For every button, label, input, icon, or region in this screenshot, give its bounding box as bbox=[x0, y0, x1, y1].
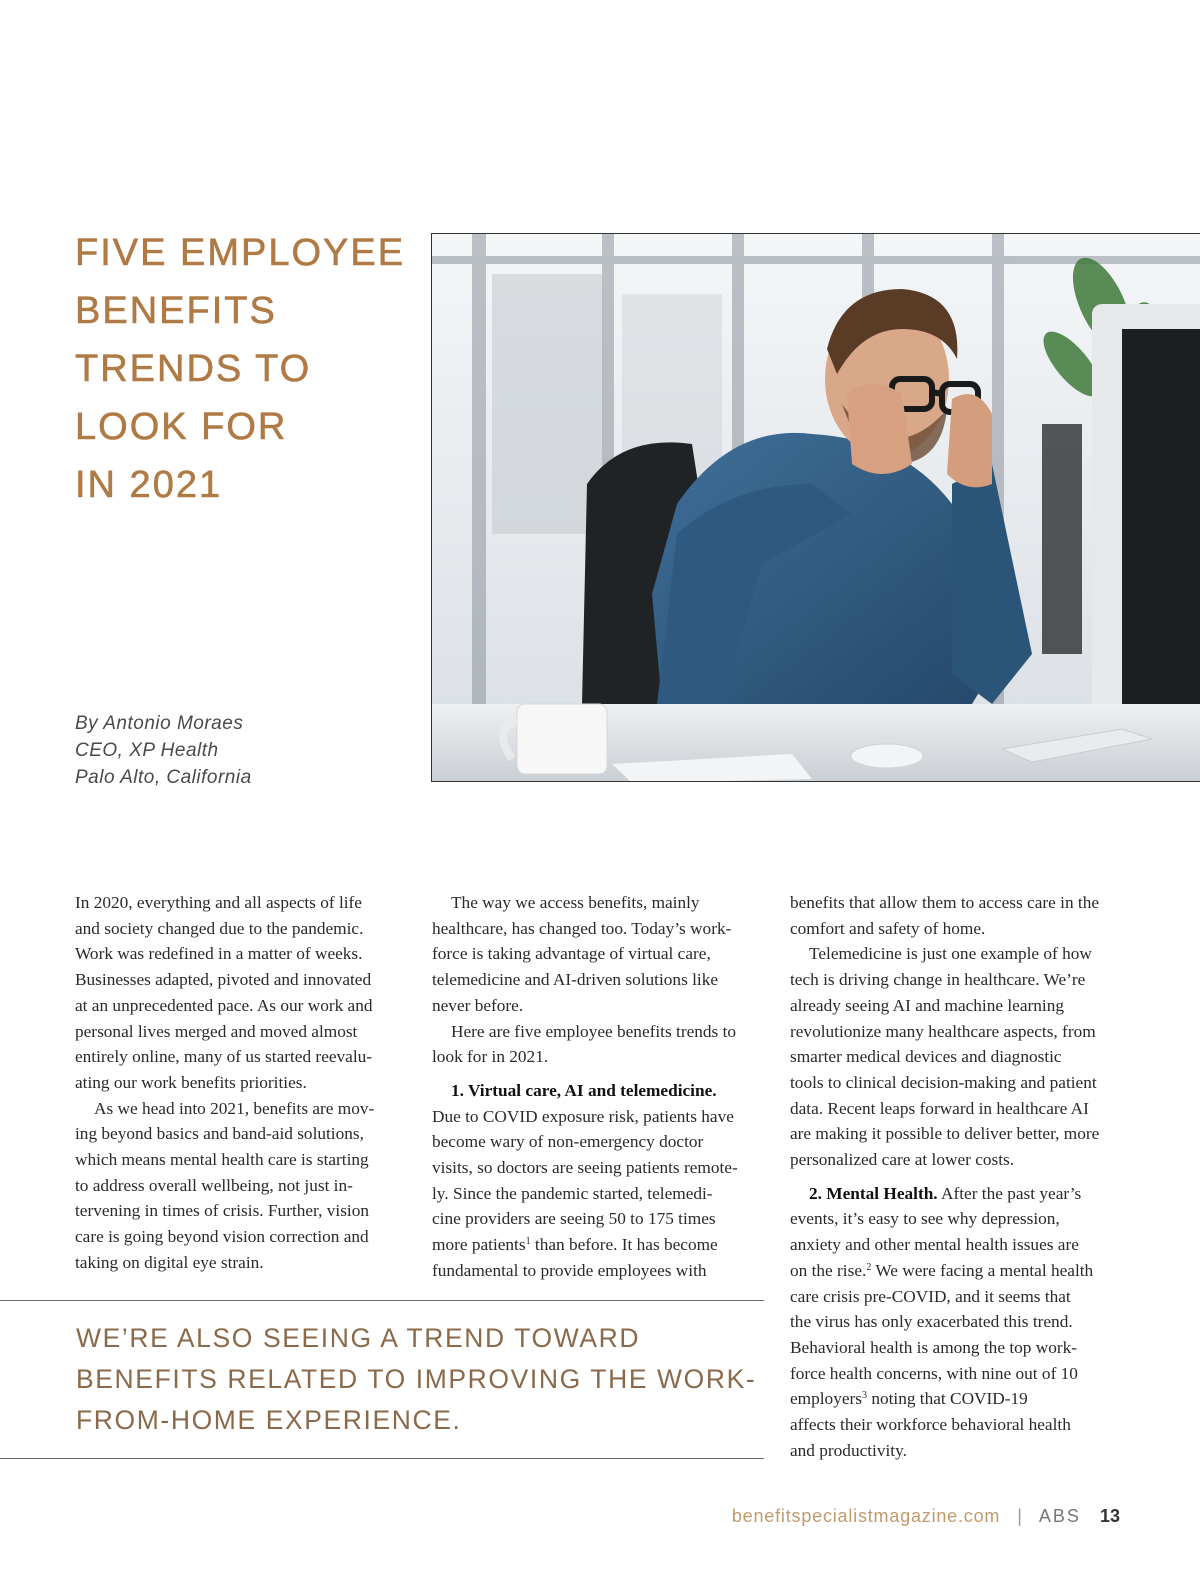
text-line: force is taking advantage of virtual care, bbox=[432, 944, 711, 964]
text-line: to address overall wellbeing, not just in- bbox=[75, 1175, 353, 1195]
text-fragment: than before. It has become bbox=[530, 1235, 718, 1255]
byline-role: CEO, XP Health bbox=[75, 740, 219, 761]
text-line bbox=[790, 1181, 1122, 1207]
text-line: cine providers are seeing 50 to 175 times bbox=[432, 1209, 716, 1229]
text-line bbox=[432, 1078, 764, 1104]
paragraph bbox=[432, 1019, 764, 1070]
text-line: never before. bbox=[432, 995, 524, 1015]
paragraph bbox=[790, 941, 1122, 1172]
text-line bbox=[790, 1258, 1122, 1284]
text-line: events, it’s easy to see why depression, bbox=[790, 1209, 1060, 1229]
footer-publication: ABS bbox=[1038, 1506, 1081, 1526]
pull-quote-line: FROM-HOME EXPERIENCE. bbox=[76, 1405, 462, 1435]
paragraph bbox=[75, 890, 407, 1096]
text-line: are making it possible to deliver better, more bbox=[790, 1124, 1100, 1144]
text-line: personalized care at lower costs. bbox=[790, 1150, 1015, 1170]
byline-author: By Antonio Moraes bbox=[75, 713, 244, 734]
text-line: tech is driving change in healthcare. We’re bbox=[790, 970, 1086, 990]
text-line: tervening in times of crisis. Further, vision bbox=[75, 1201, 370, 1221]
footnote-ref: 2 bbox=[866, 1261, 872, 1273]
text-line: healthcare, has changed too. Today’s work- bbox=[432, 918, 732, 938]
text-line: taking on digital eye strain. bbox=[75, 1252, 264, 1272]
text-fragment: on the rise. bbox=[790, 1260, 867, 1280]
section-heading-virtual-care: 1. Virtual care, AI and telemedicine. bbox=[451, 1080, 717, 1100]
text-line: at an unprecedented pace. As our work and bbox=[75, 995, 373, 1015]
text-line: and productivity. bbox=[790, 1440, 907, 1460]
text-fragment: noting that COVID-19 bbox=[867, 1389, 1028, 1409]
text-line bbox=[432, 1232, 764, 1258]
text-line: benefits that allow them to access care in the bbox=[790, 893, 1100, 912]
text-line: entirely online, many of us started reevalu- bbox=[75, 1047, 373, 1067]
text-line: Work was redefined in a matter of weeks. bbox=[75, 944, 363, 964]
paragraph bbox=[432, 890, 764, 1019]
article-title bbox=[75, 224, 415, 514]
text-fragment: more patients bbox=[432, 1235, 526, 1255]
text-line: the virus has only exacerbated this trend. bbox=[790, 1312, 1073, 1332]
text-line: personal lives merged and moved almost bbox=[75, 1021, 358, 1041]
byline-location: Palo Alto, California bbox=[75, 767, 252, 788]
pull-quote-line: WE’RE ALSO SEEING A TREND TOWARD bbox=[76, 1323, 641, 1353]
body-column-2 bbox=[432, 890, 764, 1284]
text-line: Due to COVID exposure risk, patients have bbox=[432, 1106, 734, 1126]
text-line bbox=[790, 1386, 1122, 1412]
paragraph bbox=[790, 1181, 1122, 1464]
paragraph bbox=[790, 890, 1122, 941]
text-fragment: We were facing a mental health bbox=[871, 1260, 1094, 1280]
text-line: telemedicine and AI-driven solutions like bbox=[432, 970, 719, 990]
text-line: Telemedicine is just one example of how bbox=[809, 944, 1092, 964]
section-heading-mental-health: 2. Mental Health. bbox=[809, 1183, 938, 1203]
text-line: force health concerns, with nine out of 10 bbox=[790, 1363, 1078, 1383]
title-line: BENEFITS bbox=[75, 290, 277, 332]
byline bbox=[75, 710, 252, 791]
text-line: tools to clinical decision-making and patient bbox=[790, 1072, 1097, 1092]
title-line: TRENDS TO bbox=[75, 348, 312, 390]
text-line: fundamental to provide employees with bbox=[432, 1260, 707, 1280]
text-line: In 2020, everything and all aspects of life bbox=[75, 893, 362, 912]
title-line: FIVE EMPLOYEE bbox=[75, 232, 406, 274]
text-line: comfort and safety of home. bbox=[790, 918, 986, 938]
text-line: visits, so doctors are seeing patients remote- bbox=[432, 1158, 738, 1178]
text-fragment: employers bbox=[790, 1389, 862, 1409]
page-number: 13 bbox=[1099, 1506, 1120, 1526]
hero-photo bbox=[431, 233, 1200, 782]
paragraph bbox=[75, 1096, 407, 1276]
text-line: data. Recent leaps forward in healthcare AI bbox=[790, 1098, 1089, 1118]
text-line: which means mental health care is starting bbox=[75, 1150, 369, 1170]
text-line: As we head into 2021, benefits are mov- bbox=[94, 1098, 375, 1118]
text-line: ing beyond basics and band-aid solutions, bbox=[75, 1124, 364, 1144]
body-column-1 bbox=[75, 890, 407, 1276]
text-line: look for in 2021. bbox=[432, 1047, 549, 1067]
text-line: affects their workforce behavioral health bbox=[790, 1415, 1071, 1435]
title-line: IN 2021 bbox=[75, 464, 223, 506]
text-line: smarter medical devices and diagnostic bbox=[790, 1047, 1062, 1067]
text-line: anxiety and other mental health issues are bbox=[790, 1235, 1079, 1255]
text-line: Businesses adapted, pivoted and innovated bbox=[75, 970, 372, 990]
text-fragment: After the past year’s bbox=[937, 1183, 1082, 1203]
pull-quote-line: BENEFITS RELATED TO IMPROVING THE WORK- bbox=[76, 1364, 757, 1394]
page-footer bbox=[732, 1503, 1120, 1529]
footnote-ref: 3 bbox=[862, 1390, 867, 1402]
text-line: already seeing AI and machine learning bbox=[790, 995, 1064, 1015]
pull-quote-bottom-rule bbox=[0, 1458, 764, 1459]
man-at-desk-illustration bbox=[432, 234, 1200, 782]
footer-website: benefitspecialistmagazine.com bbox=[731, 1506, 1001, 1526]
text-line: Behavioral health is among the top work- bbox=[790, 1337, 1077, 1357]
body-column-3 bbox=[790, 890, 1122, 1463]
text-line: care crisis pre-COVID, and it seems that bbox=[790, 1286, 1071, 1306]
text-line: and society changed due to the pandemic. bbox=[75, 918, 364, 938]
text-line: ating our work benefits priorities. bbox=[75, 1072, 307, 1092]
title-line: LOOK FOR bbox=[75, 406, 288, 448]
pull-quote bbox=[76, 1318, 756, 1441]
text-line: revolutionize many healthcare aspects, from bbox=[790, 1021, 1096, 1041]
text-line: become wary of non-emergency doctor bbox=[432, 1132, 704, 1152]
paragraph bbox=[432, 1078, 764, 1284]
text-line: ly. Since the pandemic started, telemedi- bbox=[432, 1183, 713, 1203]
footer-separator: | bbox=[1017, 1506, 1022, 1526]
text-line: The way we access benefits, mainly bbox=[451, 893, 700, 912]
pull-quote-top-rule bbox=[0, 1300, 764, 1301]
text-line: Here are five employee benefits trends to bbox=[451, 1021, 737, 1041]
footnote-ref: 1 bbox=[525, 1236, 531, 1248]
text-line: care is going beyond vision correction and bbox=[75, 1227, 369, 1247]
